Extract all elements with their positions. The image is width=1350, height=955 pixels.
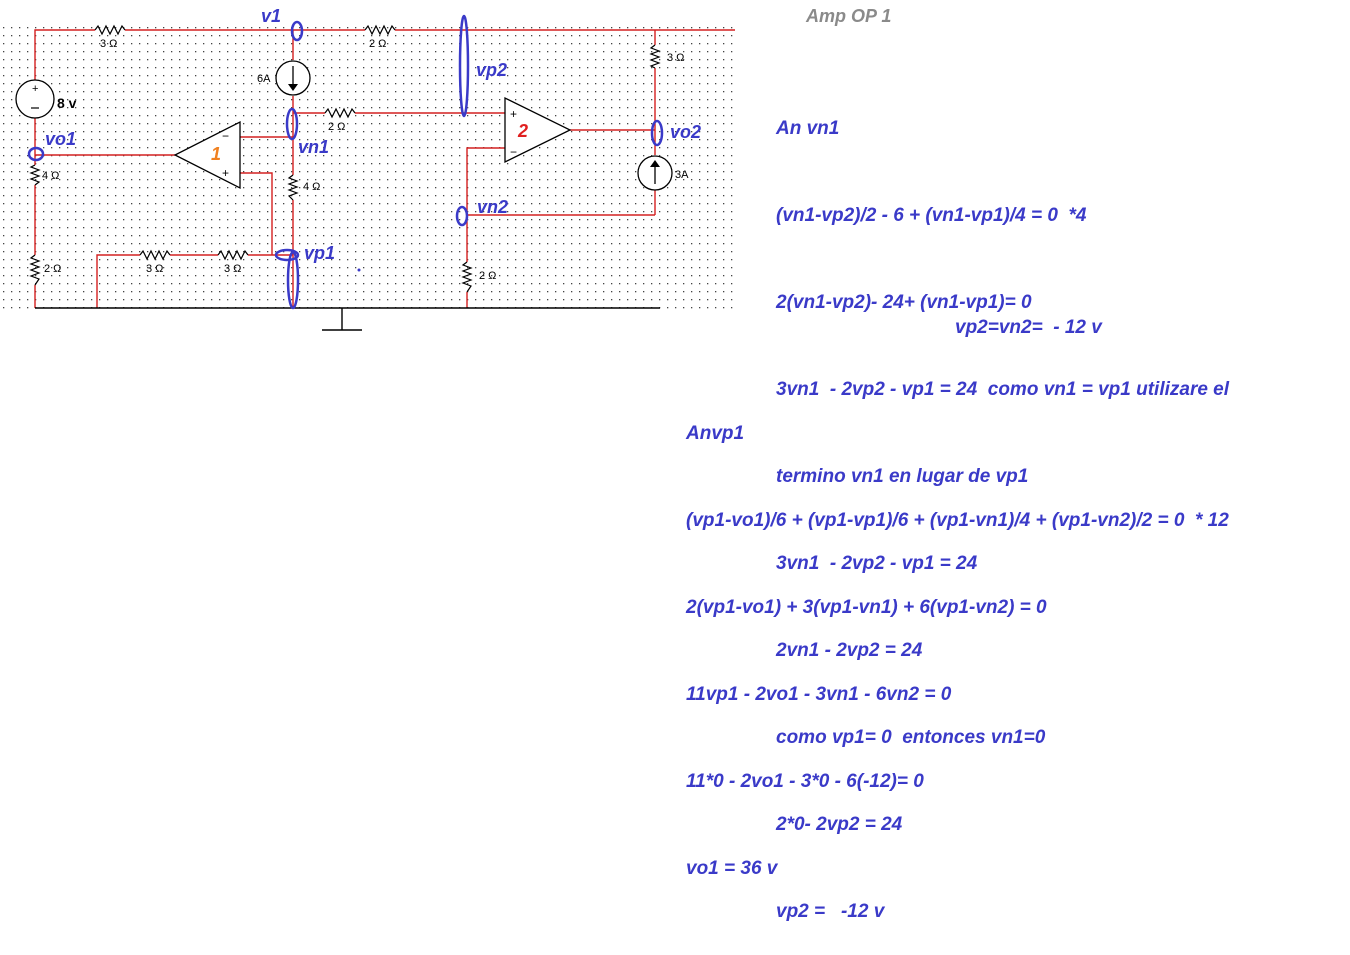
equation-line: An vn1 <box>776 118 840 139</box>
equation-line: vo1 = 36 v <box>686 858 778 879</box>
grid-background <box>0 22 735 312</box>
opamp-1-label: 1 <box>211 144 222 164</box>
equation-line: 3vn1 - 2vp2 - vp1 = 24 <box>776 553 978 574</box>
node-label-v1: v1 <box>261 6 282 26</box>
equation-line: 11vp1 - 2vo1 - 3vn1 - 6vn2 = 0 <box>686 684 952 705</box>
equation-line: 2(vn1-vp2)- 24+ (vn1-vp1)= 0 <box>776 292 1032 313</box>
equation-line: 3vn1 - 2vp2 - vp1 = 24 como vn1 = vp1 utilizare el <box>776 379 1230 400</box>
equation-line: (vp1-vo1)/6 + (vp1-vp1)/6 + (vp1-vn1)/4 + (vp1-vn2)/2 = 0 * 12 <box>686 510 1229 531</box>
node-label-vn1: vn1 <box>298 137 330 157</box>
resistor-top-right-label: 3 Ω <box>667 52 685 64</box>
current-source-3a-label: 3A <box>675 169 689 181</box>
voltage-source-8v <box>16 80 54 118</box>
current-source-6a-label: 6A <box>257 73 271 85</box>
resistor-left-2-label: 2 Ω <box>44 263 62 275</box>
resistor-bottom-3a-label: 3 Ω <box>146 263 164 275</box>
opamp-1-minus: − <box>222 129 230 143</box>
voltage-source-label: 8 v <box>57 95 77 111</box>
equation-line: como vp1= 0 entonces vn1=0 <box>776 727 1046 748</box>
page-title: Amp OP 1 <box>806 6 892 26</box>
stray-dot <box>358 269 361 272</box>
resistor-right-2-label: 2 Ω <box>479 270 497 282</box>
opamp-2-label: 2 <box>518 121 529 141</box>
opamp-2-minus: − <box>510 145 518 159</box>
equation-side-result: vp2=vn2= - 12 v <box>955 317 1102 338</box>
equation-line: 2vn1 - 2vp2 = 24 <box>776 640 923 661</box>
equation-line: (vn1-vp2)/2 - 6 + (vn1-vp1)/4 = 0 *4 <box>776 205 1087 226</box>
resistor-top-mid-label: 2 Ω <box>369 38 387 50</box>
equation-line: 2(vp1-vo1) + 3(vp1-vn1) + 6(vp1-vn2) = 0 <box>686 597 1047 618</box>
equation-line: 11*0 - 2vo1 - 3*0 - 6(-12)= 0 <box>686 771 924 792</box>
circuit-diagram <box>0 0 740 340</box>
equation-line: 2*0- 2vp2 = 24 <box>776 814 903 835</box>
equation-line: Anvp1 <box>686 423 745 444</box>
voltage-source-plus: + <box>32 83 39 95</box>
resistor-opamp-feed-label: 2 Ω <box>328 121 346 133</box>
current-source-3a <box>638 156 672 190</box>
current-source-6a <box>276 61 310 95</box>
opamp-1-plus: + <box>222 166 230 180</box>
node-label-vn2: vn2 <box>477 197 509 217</box>
node-label-vo2: vo2 <box>670 122 702 142</box>
equation-line: termino vn1 en lugar de vp1 <box>776 466 1029 487</box>
equations-block-vp1 <box>686 361 1229 912</box>
resistor-mid-4-label: 4 Ω <box>303 181 321 193</box>
resistor-bottom-3b-label: 3 Ω <box>224 263 242 275</box>
resistor-left-4-label: 4 Ω <box>42 170 60 182</box>
node-label-vp2: vp2 <box>476 60 508 80</box>
node-label-vp1: vp1 <box>304 243 336 263</box>
equation-line: vp2 = -12 v <box>776 901 885 922</box>
node-label-vo1: vo1 <box>45 129 77 149</box>
opamp-2-plus: + <box>510 107 518 121</box>
resistor-top-left-label: 3 Ω <box>100 38 118 50</box>
